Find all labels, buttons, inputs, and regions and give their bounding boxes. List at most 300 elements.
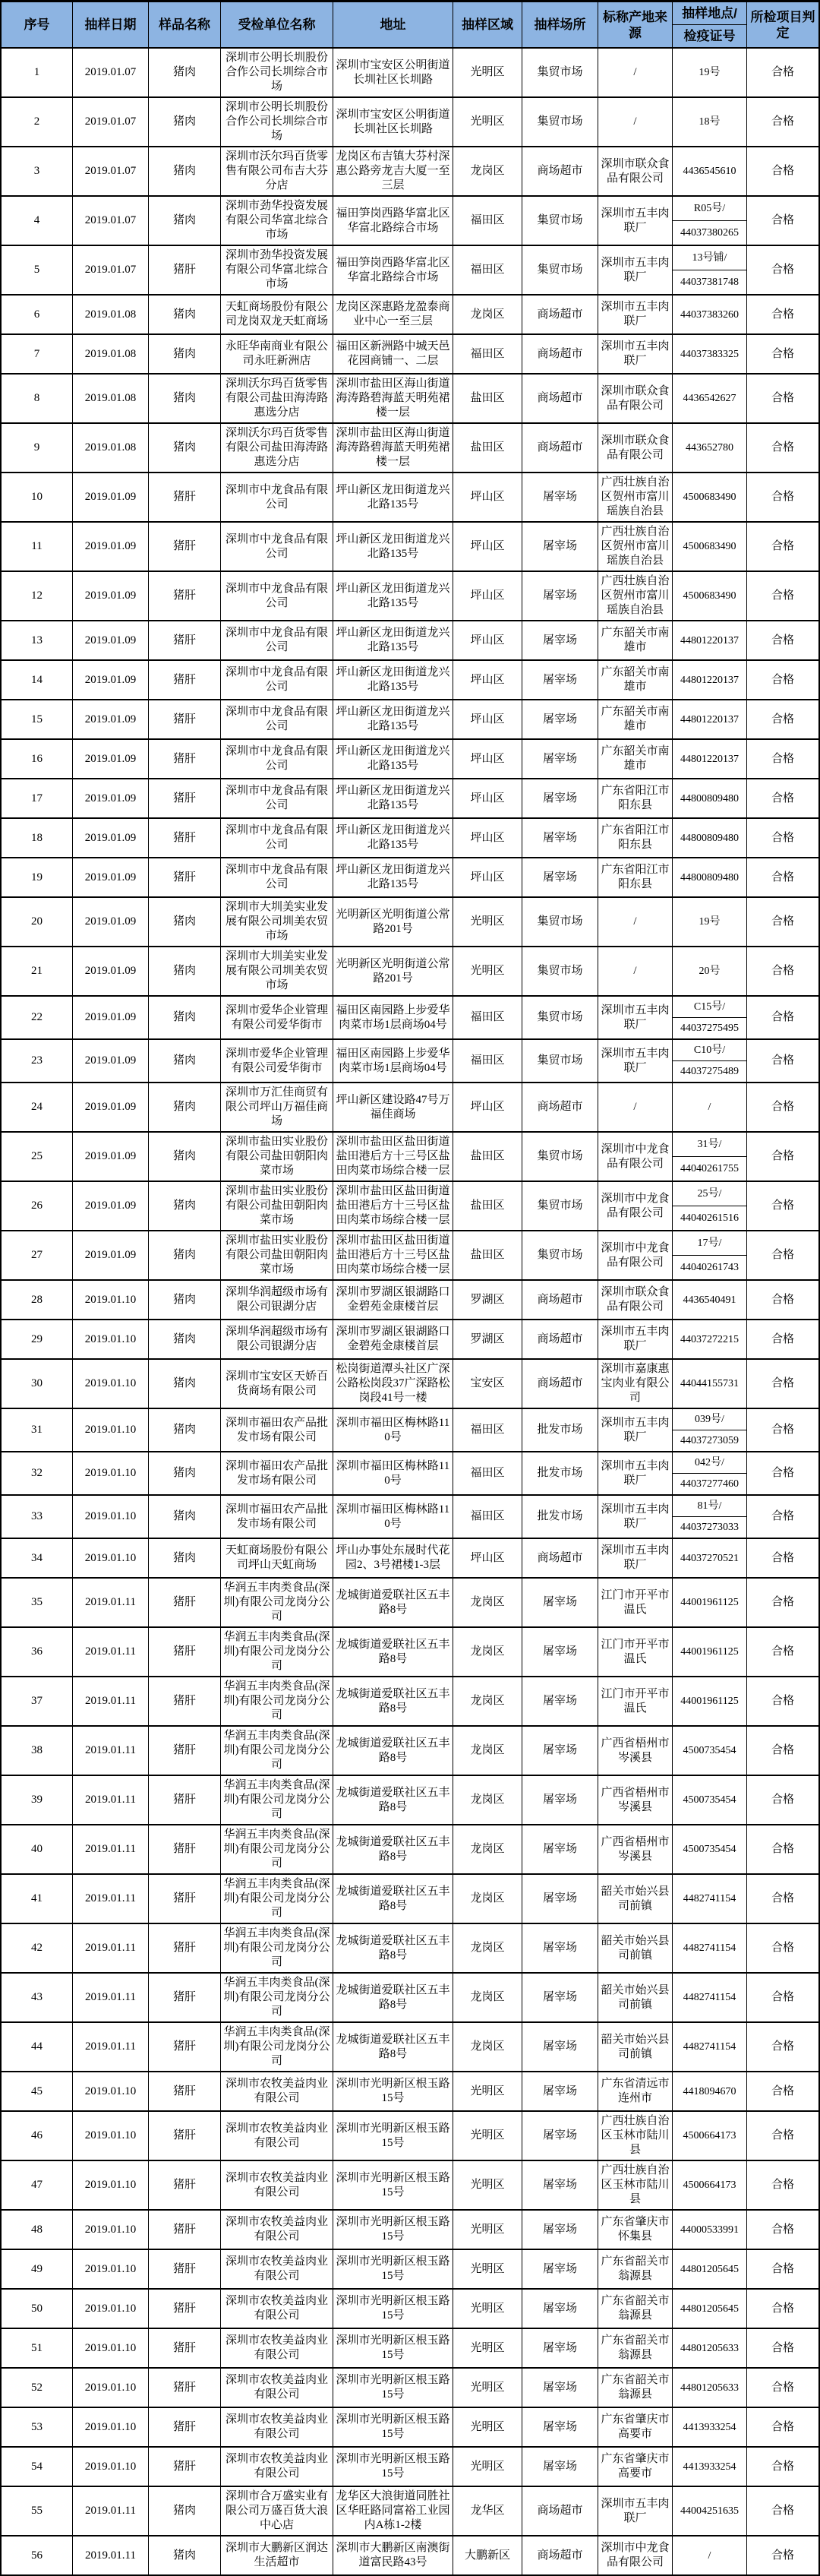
header-cert-number: 检疫证号	[683, 29, 736, 43]
cell-sampling-district: 坪山区	[453, 1539, 522, 1577]
cell-result: 合格	[771, 1467, 794, 1479]
cell-sampling-district: 龙岗区	[453, 147, 522, 195]
cell-sampling-date: 2019.01.10	[73, 2329, 149, 2367]
cell-sampling-venue: 屠宰场	[522, 1974, 598, 2021]
cell-sampling-date: 2019.01.11	[73, 1924, 149, 1972]
table-row	[2, 997, 818, 1040]
cell-sample-name: 猪肉	[149, 1320, 221, 1358]
cell-serial-number: 1	[2, 49, 73, 96]
cell-sampling-date: 2019.01.11	[73, 1974, 149, 2021]
header-sampling-district: 抽样区域	[453, 2, 522, 47]
cell-sampling-date: 2019.01.07	[73, 197, 149, 245]
cell-inspected-unit: 深圳沃尔玛百货零售有限公司盐田海涛路惠选分店	[221, 424, 333, 472]
table-row	[2, 661, 818, 700]
cell-origin-source: 广西省梧州市岑溪县	[598, 1727, 673, 1775]
cell-sample-name: 猪肉	[149, 1452, 221, 1494]
cert-stall-number: 039号/	[673, 1409, 746, 1430]
cell-serial-number: 54	[2, 2448, 73, 2486]
cell-sample-name: 猪肝	[149, 523, 221, 571]
cell-origin-source: 深圳市五丰肉联厂	[598, 1320, 673, 1358]
cell-origin-source: 深圳市联众食品有限公司	[598, 147, 673, 195]
cell-result: 合格	[771, 308, 794, 321]
cell-sample-name: 猪肉	[149, 98, 221, 146]
table-row	[2, 1133, 818, 1182]
cell-inspected-unit: 深圳华润超级市场有限公司银湖分店	[221, 1281, 333, 1319]
table-row	[2, 2329, 818, 2369]
cell-sampling-district: 光明区	[453, 2161, 522, 2209]
cell-sample-name: 猪肝	[149, 700, 221, 738]
cell-sample-name: 猪肝	[149, 1677, 221, 1725]
cell-inspected-unit: 深圳市宝安区天娇百货商场有限公司	[221, 1360, 333, 1408]
cell-address: 福田区新洲路中城天邑花园商铺一、二层	[333, 335, 453, 373]
cell-serial-number: 47	[2, 2161, 73, 2209]
table-row	[2, 2023, 818, 2072]
cell-address: 深圳市福田区梅林路110号	[333, 1496, 453, 1538]
cell-sampling-venue: 商场超市	[522, 375, 598, 422]
cell-sampling-district: 福田区	[453, 1040, 522, 1082]
cell-inspected-unit: 深圳市中龙食品有限公司	[221, 572, 333, 620]
cell-quarantine-cert: 44001961125	[673, 1677, 747, 1725]
table-row	[2, 1182, 818, 1231]
cell-result: 合格	[771, 1942, 794, 1954]
cell-sampling-date: 2019.01.09	[73, 1083, 149, 1131]
cell-sampling-date: 2019.01.10	[73, 2290, 149, 2328]
table-row	[2, 2211, 818, 2250]
cell-sample-name: 猪肝	[149, 1628, 221, 1676]
cell-sample-name: 猪肝	[149, 621, 221, 659]
cell-quarantine-cert: 44801205645	[673, 2250, 747, 2288]
cell-origin-source: 韶关市始兴县司前镇	[598, 1974, 673, 2021]
cell-result: 合格	[771, 491, 794, 503]
table-row	[2, 1231, 818, 1281]
cell-serial-number: 39	[2, 1776, 73, 1824]
table-row	[2, 779, 818, 819]
cell-origin-source: 深圳市中龙食品有限公司	[598, 1231, 673, 1279]
cell-sampling-venue: 屠宰场	[522, 700, 598, 738]
cell-sampling-venue: 屠宰场	[522, 2211, 598, 2249]
cell-serial-number: 13	[2, 621, 73, 659]
table-row	[2, 858, 818, 898]
cell-origin-source: 深圳市五丰肉联厂	[598, 335, 673, 373]
cell-serial-number: 56	[2, 2536, 73, 2574]
cell-result: 合格	[771, 673, 794, 686]
cell-serial-number: 19	[2, 858, 73, 896]
cell-quarantine-cert: 44001961125	[673, 1579, 747, 1626]
cell-address: 龙城街道爱联社区五丰路8号	[333, 1875, 453, 1923]
cell-sampling-date: 2019.01.11	[73, 2487, 149, 2535]
cell-sampling-venue: 批发市场	[522, 1496, 598, 1538]
cell-origin-source: 深圳市五丰肉联厂	[598, 296, 673, 333]
cell-inspected-unit: 深圳市万汇佳商贸有限公司坪山万福佳商场	[221, 1083, 333, 1131]
cell-origin-source: 江门市开平市温氏	[598, 1677, 673, 1725]
cell-inspected-unit: 华润五丰肉类食品(深圳)有限公司龙岗分公司	[221, 1579, 333, 1626]
table-row	[2, 1875, 818, 1924]
cell-origin-source: 广东省清远市连州市	[598, 2072, 673, 2110]
cell-address: 龙城街道爱联社区五丰路8号	[333, 2023, 453, 2071]
cell-serial-number: 23	[2, 1040, 73, 1082]
cell-result: 合格	[771, 1510, 794, 1522]
cell-result: 合格	[771, 2460, 794, 2473]
cell-sampling-venue: 屠宰场	[522, 2448, 598, 2486]
cell-origin-source: 广西壮族自治区贺州市富川瑶族自治县	[598, 523, 673, 571]
cert-number: 44037380265	[680, 227, 739, 239]
cell-inspected-unit: 深圳市农牧美益肉业有限公司	[221, 2112, 333, 2160]
cell-sampling-district: 光明区	[453, 2369, 522, 2407]
cell-inspected-unit: 华润五丰肉类食品(深圳)有限公司龙岗分公司	[221, 1825, 333, 1873]
cell-result: 合格	[771, 2040, 794, 2053]
cell-sampling-date: 2019.01.08	[73, 375, 149, 422]
cell-result: 合格	[771, 1744, 794, 1756]
cell-quarantine-cert	[673, 246, 747, 294]
cert-stall-number: 31号/	[673, 1133, 746, 1157]
table-row	[2, 740, 818, 779]
cell-origin-source: 广东韶关市南雄市	[598, 621, 673, 659]
cell-sampling-district: 光明区	[453, 98, 522, 146]
cell-quarantine-cert: 4500735454	[673, 1776, 747, 1824]
header-result: 所检项目判定	[750, 9, 815, 40]
cell-quarantine-cert: 4482741154	[673, 2023, 747, 2071]
cell-inspected-unit: 深圳市中龙食品有限公司	[221, 473, 333, 521]
cell-quarantine-cert: 4500683490	[673, 523, 747, 571]
cell-inspected-unit: 深圳市爱华企业管理有限公司爱华街市	[221, 997, 333, 1038]
cert-stall-number: C10号/	[673, 1040, 746, 1061]
cell-sampling-venue: 屠宰场	[522, 2161, 598, 2209]
cell-result: 合格	[771, 441, 794, 454]
cell-inspected-unit: 深圳市中龙食品有限公司	[221, 779, 333, 817]
cell-sampling-date: 2019.01.10	[73, 2112, 149, 2160]
cell-serial-number: 6	[2, 296, 73, 333]
cell-inspected-unit: 深圳市劲华投资发展有限公司华富北综合市场	[221, 197, 333, 245]
cell-sample-name: 猪肉	[149, 947, 221, 995]
cell-sampling-venue: 屠宰场	[522, 1628, 598, 1676]
table-row	[2, 2250, 818, 2290]
cell-origin-source: /	[598, 49, 673, 96]
cell-quarantine-cert: 4436542627	[673, 375, 747, 422]
cell-sampling-date: 2019.01.09	[73, 700, 149, 738]
cell-sample-name: 猪肝	[149, 473, 221, 521]
cell-inspected-unit: 深圳市农牧美益肉业有限公司	[221, 2250, 333, 2288]
cell-sampling-district: 坪山区	[453, 779, 522, 817]
cell-sampling-district: 龙岗区	[453, 1628, 522, 1676]
cell-sampling-venue: 集贸市场	[522, 197, 598, 245]
cell-serial-number: 3	[2, 147, 73, 195]
cell-sampling-district: 龙岗区	[453, 1579, 522, 1626]
cell-sampling-date: 2019.01.09	[73, 473, 149, 521]
cell-quarantine-cert: 44800809480	[673, 858, 747, 896]
cell-sample-name: 猪肉	[149, 1539, 221, 1577]
cell-serial-number: 12	[2, 572, 73, 620]
cell-origin-source: 广西壮族自治区贺州市富川瑶族自治县	[598, 473, 673, 521]
cell-result: 合格	[771, 1892, 794, 1904]
table-row	[2, 700, 818, 740]
table-row	[2, 147, 818, 197]
cell-address: 坪山新区龙田街道龙兴北路135号	[333, 621, 453, 659]
cell-sampling-venue: 商场超市	[522, 1539, 598, 1577]
cell-sample-name: 猪肝	[149, 246, 221, 294]
cert-number: 44037275495	[680, 1022, 739, 1034]
cell-address: 深圳市大鹏新区南澳街道富民路43号	[333, 2536, 453, 2574]
cell-sampling-district: 坪山区	[453, 700, 522, 738]
cell-address: 坪山新区龙田街道龙兴北路135号	[333, 779, 453, 817]
table-row	[2, 2290, 818, 2329]
cell-sampling-venue: 屠宰场	[522, 2369, 598, 2407]
cell-sample-name: 猪肉	[149, 424, 221, 472]
cell-sampling-district: 龙岗区	[453, 1776, 522, 1824]
cell-serial-number: 50	[2, 2290, 73, 2328]
cell-result: 合格	[771, 831, 794, 844]
cell-quarantine-cert: 44800809480	[673, 819, 747, 857]
cell-sampling-district: 福田区	[453, 1452, 522, 1494]
cell-sample-name: 猪肝	[149, 2448, 221, 2486]
table-row	[2, 898, 818, 947]
cell-serial-number: 4	[2, 197, 73, 245]
table-row	[2, 2161, 818, 2211]
cell-result: 合格	[771, 115, 794, 128]
cell-serial-number: 8	[2, 375, 73, 422]
cell-sampling-date: 2019.01.11	[73, 2023, 149, 2071]
table-row	[2, 1628, 818, 1677]
cell-sample-name: 猪肝	[149, 572, 221, 620]
cell-result: 合格	[771, 1011, 794, 1023]
cell-result: 合格	[771, 1293, 794, 1306]
header-sampling-location: 抽样地点/	[673, 2, 746, 25]
cell-quarantine-cert	[673, 1182, 747, 1230]
table-row	[2, 1320, 818, 1360]
cell-inspected-unit: 深圳华润超级市场有限公司银湖分店	[221, 1320, 333, 1358]
cell-sampling-date: 2019.01.10	[73, 1409, 149, 1451]
cell-sampling-date: 2019.01.10	[73, 1320, 149, 1358]
cell-result: 合格	[771, 1424, 794, 1436]
header-inspected-unit: 受检单位名称	[221, 2, 333, 47]
cell-sampling-district: 坪山区	[453, 1083, 522, 1131]
cell-sampling-date: 2019.01.10	[73, 1496, 149, 1538]
cell-address: 深圳市福田区梅林路110号	[333, 1409, 453, 1451]
cell-quarantine-cert: 44037270521	[673, 1539, 747, 1577]
cell-address: 福田区南园路上步爱华肉菜市场1层商场04号	[333, 1040, 453, 1082]
cell-origin-source: 广东省韶关市翁源县	[598, 2290, 673, 2328]
cell-sampling-district: 盐田区	[453, 1231, 522, 1279]
cell-serial-number: 29	[2, 1320, 73, 1358]
cell-inspected-unit: 深圳市爱华企业管理有限公司爱华街市	[221, 1040, 333, 1082]
cell-result: 合格	[771, 347, 794, 360]
cell-sample-name: 猪肉	[149, 1409, 221, 1451]
cell-sample-name: 猪肉	[149, 49, 221, 96]
cell-sample-name: 猪肝	[149, 2161, 221, 2209]
cell-sampling-district: 光明区	[453, 2329, 522, 2367]
cell-origin-source: 广东省肇庆市高要市	[598, 2408, 673, 2446]
cell-inspected-unit: 深圳市公明长圳股份合作公司长圳综合市场	[221, 49, 333, 96]
cell-sample-name: 猪肉	[149, 1133, 221, 1181]
table-row	[2, 424, 818, 473]
cell-origin-source: 深圳市嘉康惠宝肉业有限公司	[598, 1360, 673, 1408]
cell-sampling-date: 2019.01.09	[73, 1133, 149, 1181]
cell-sampling-venue: 商场超市	[522, 335, 598, 373]
cell-sample-name: 猪肝	[149, 2211, 221, 2249]
cell-serial-number: 20	[2, 898, 73, 946]
cell-sampling-date: 2019.01.10	[73, 2211, 149, 2249]
cell-sampling-venue: 屠宰场	[522, 740, 598, 778]
cell-quarantine-cert: 443652780	[673, 424, 747, 472]
cell-sampling-venue: 屠宰场	[522, 621, 598, 659]
cell-origin-source: 广东省肇庆市怀集县	[598, 2211, 673, 2249]
cell-sampling-date: 2019.01.08	[73, 424, 149, 472]
cell-quarantine-cert: 4500664173	[673, 2112, 747, 2160]
cell-origin-source: 广东省阳江市阳东县	[598, 858, 673, 896]
cell-sampling-venue: 屠宰场	[522, 2072, 598, 2110]
cell-sampling-venue: 集贸市场	[522, 98, 598, 146]
cell-serial-number: 14	[2, 661, 73, 699]
cell-sampling-date: 2019.01.10	[73, 1452, 149, 1494]
cell-serial-number: 15	[2, 700, 73, 738]
cell-sampling-date: 2019.01.10	[73, 2448, 149, 2486]
cell-sampling-district: 光明区	[453, 2211, 522, 2249]
cell-inspected-unit: 华润五丰肉类食品(深圳)有限公司龙岗分公司	[221, 1875, 333, 1923]
cell-sampling-venue: 集贸市场	[522, 1040, 598, 1082]
header-sampling-date: 抽样日期	[73, 2, 149, 47]
cell-sampling-district: 坪山区	[453, 819, 522, 857]
cell-serial-number: 44	[2, 2023, 73, 2071]
cell-sampling-district: 坪山区	[453, 473, 522, 521]
cell-sampling-date: 2019.01.10	[73, 2250, 149, 2288]
cell-sample-name: 猪肝	[149, 1825, 221, 1873]
cell-sampling-date: 2019.01.11	[73, 1875, 149, 1923]
cell-sampling-date: 2019.01.09	[73, 997, 149, 1038]
cell-sampling-district: 龙岗区	[453, 1825, 522, 1873]
cell-origin-source: 广西壮族自治区玉林市陆川县	[598, 2112, 673, 2160]
cell-sampling-district: 光明区	[453, 49, 522, 96]
cell-inspected-unit: 深圳市农牧美益肉业有限公司	[221, 2290, 333, 2328]
cell-address: 坪山新区龙田街道龙兴北路135号	[333, 740, 453, 778]
cell-quarantine-cert: 44801220137	[673, 740, 747, 778]
cell-address: 深圳市盐田区盐田街道盐田港后方十三号区盐田肉菜市场综合楼一层	[333, 1133, 453, 1181]
cell-result: 合格	[771, 1695, 794, 1707]
cell-sampling-date: 2019.01.09	[73, 740, 149, 778]
cell-quarantine-cert: 44001961125	[673, 1628, 747, 1676]
cell-sampling-date: 2019.01.07	[73, 246, 149, 294]
cell-origin-source: 广东省韶关市翁源县	[598, 2329, 673, 2367]
cell-sampling-date: 2019.01.11	[73, 1825, 149, 1873]
cell-address: 深圳市光明新区根玉路15号	[333, 2408, 453, 2446]
cell-inspected-unit: 永旺华南商业有限公司永旺新洲店	[221, 335, 333, 373]
cell-sampling-district: 福田区	[453, 997, 522, 1038]
header-address: 地址	[333, 2, 453, 47]
cert-stall-number: C15号/	[673, 997, 746, 1018]
table-row	[2, 2369, 818, 2408]
cell-result: 合格	[771, 1377, 794, 1389]
cell-sampling-district: 罗湖区	[453, 1320, 522, 1358]
cell-serial-number: 2	[2, 98, 73, 146]
cell-result: 合格	[771, 1101, 794, 1113]
cell-quarantine-cert	[673, 197, 747, 245]
cell-sampling-district: 龙岗区	[453, 296, 522, 333]
cell-result: 合格	[771, 1843, 794, 1855]
cell-sampling-date: 2019.01.07	[73, 98, 149, 146]
cell-sample-name: 猪肝	[149, 1924, 221, 1972]
cell-inspected-unit: 深圳市合万盛实业有限公司万盛百货大浪中心店	[221, 2487, 333, 2535]
cert-number: 44037275489	[680, 1066, 739, 1077]
cell-sample-name: 猪肉	[149, 1231, 221, 1279]
cell-sample-name: 猪肝	[149, 2369, 221, 2407]
cell-inspected-unit: 深圳市农牧美益肉业有限公司	[221, 2448, 333, 2486]
cell-origin-source: /	[598, 98, 673, 146]
cell-quarantine-cert: 4436540491	[673, 1281, 747, 1319]
cell-inspected-unit: 深圳市大圳美实业发展有限公司圳美农贸市场	[221, 898, 333, 946]
cell-serial-number: 41	[2, 1875, 73, 1923]
cell-origin-source: 广东韶关市南雄市	[598, 740, 673, 778]
cell-address: 深圳市光明新区根玉路15号	[333, 2072, 453, 2110]
cell-sampling-venue: 屠宰场	[522, 661, 598, 699]
cell-address: 坪山新区龙田街道龙兴北路135号	[333, 700, 453, 738]
table-row	[2, 473, 818, 523]
cell-serial-number: 42	[2, 1924, 73, 1972]
cell-address: 龙华区大浪街道同胜社区华旺路同富裕工业园内A栋1-2楼	[333, 2487, 453, 2535]
cell-inspected-unit: 天虹商场股份有限公司坪山天虹商场	[221, 1539, 333, 1577]
cell-sample-name: 猪肉	[149, 2487, 221, 2535]
cell-result: 合格	[771, 713, 794, 725]
cell-origin-source: 深圳市五丰肉联厂	[598, 997, 673, 1038]
cell-sampling-date: 2019.01.11	[73, 1579, 149, 1626]
cell-sampling-venue: 商场超市	[522, 296, 598, 333]
table-row	[2, 523, 818, 572]
cell-serial-number: 40	[2, 1825, 73, 1873]
cell-sampling-date: 2019.01.09	[73, 898, 149, 946]
cell-sampling-district: 坪山区	[453, 621, 522, 659]
cell-sampling-district: 宝安区	[453, 1360, 522, 1408]
cell-inspected-unit: 深圳市大鹏新区润达生活超市	[221, 2536, 333, 2574]
cell-sampling-district: 坪山区	[453, 523, 522, 571]
header-serial-number: 序号	[2, 2, 73, 47]
cell-result: 合格	[771, 2085, 794, 2097]
cell-sampling-date: 2019.01.10	[73, 1281, 149, 1319]
cell-sample-name: 猪肝	[149, 1776, 221, 1824]
cell-sampling-date: 2019.01.10	[73, 1360, 149, 1408]
cell-origin-source: 广东韶关市南雄市	[598, 700, 673, 738]
cell-result: 合格	[771, 2549, 794, 2562]
cell-sampling-district: 光明区	[453, 2072, 522, 2110]
cell-address: 福田笋岗西路华富北区华富北路综合市场	[333, 246, 453, 294]
cell-serial-number: 55	[2, 2487, 73, 2535]
cell-quarantine-cert: 4436545610	[673, 147, 747, 195]
table-body	[2, 49, 818, 2574]
cell-quarantine-cert: 19号	[673, 898, 747, 946]
cell-quarantine-cert: 4500664173	[673, 2161, 747, 2209]
cell-inspected-unit: 深圳市福田农产品批发市场有限公司	[221, 1452, 333, 1494]
cell-serial-number: 16	[2, 740, 73, 778]
cell-sampling-district: 大鹏新区	[453, 2536, 522, 2574]
table-row	[2, 1083, 818, 1133]
cell-sampling-date: 2019.01.09	[73, 661, 149, 699]
cell-sample-name: 猪肝	[149, 2329, 221, 2367]
cell-sampling-venue: 集贸市场	[522, 49, 598, 96]
cell-result: 合格	[771, 634, 794, 646]
cell-quarantine-cert: 44801220137	[673, 621, 747, 659]
cell-address: 深圳市盐田区盐田街道盐田港后方十三号区盐田肉菜市场综合楼一层	[333, 1182, 453, 1230]
cert-number: 44040261743	[680, 1262, 739, 1273]
cell-quarantine-cert: 20号	[673, 947, 747, 995]
cell-serial-number: 28	[2, 1281, 73, 1319]
cell-sampling-district: 福田区	[453, 335, 522, 373]
cell-result: 合格	[771, 165, 794, 177]
cell-sampling-district: 坪山区	[453, 858, 522, 896]
cell-serial-number: 38	[2, 1727, 73, 1775]
cell-sample-name: 猪肉	[149, 1496, 221, 1538]
cell-sampling-venue: 商场超市	[522, 2536, 598, 2574]
cell-origin-source: 深圳市中龙食品有限公司	[598, 1133, 673, 1181]
cell-inspected-unit: 华润五丰肉类食品(深圳)有限公司龙岗分公司	[221, 1727, 333, 1775]
cell-quarantine-cert	[673, 1452, 747, 1494]
cell-sampling-district: 福田区	[453, 1409, 522, 1451]
cell-address: 深圳市盐田区海山街道海涛路碧海蓝天明苑裙楼一层	[333, 375, 453, 422]
